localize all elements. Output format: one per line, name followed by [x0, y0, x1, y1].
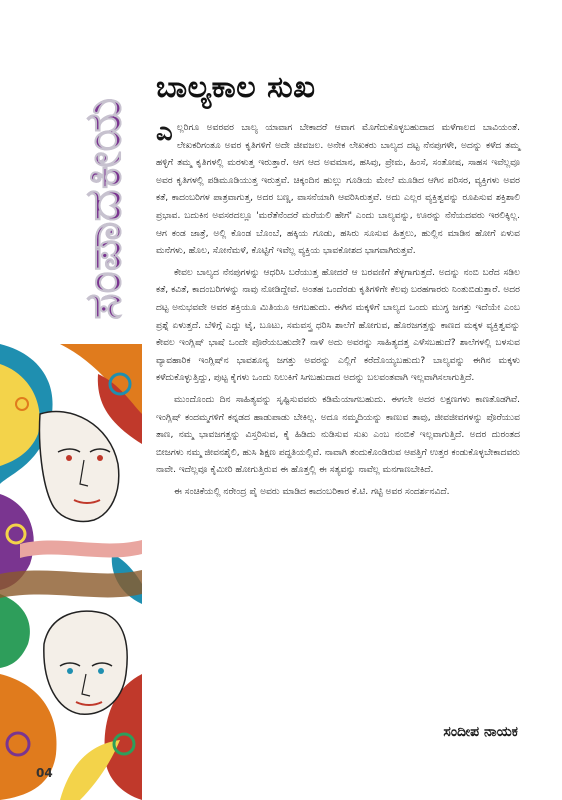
paragraph-1-text: ಲ್ಲರಿಗೂ ಅವರವರ ಬಾಲ್ಯ ಯಾವಾಗ ಬೇಕಾದರೆ ಆವಾಗ ಮೊಗೆದುಕೊಳ್ಳಬಹುದಾದ ಮಳೆಗಾಲದ ಬಾವಿಯಂತೆ. ಲೇಖಕರಿಗಂತೂ ಅವರ ಕೃತಿಗಳಿಗೆ ಅದೇ ಜೀವಜಲ. ಅನೇಕ ಲೇಖಕರು ಬಾಲ್ಯದ ದಟ್ಟ ನೆನಪುಗಳೇ, ಅದನ್ನು ಕಳೆದ ತಮ್ಮ ಹಳ್ಳಿಗೆ ತಮ್ಮ ಕೃತಿಗಳಲ್ಲಿ ಮರಳುತ್ತ ಇರುತ್ತಾರೆ. ಆಗ ಆದ ಅವಮಾನ, ಹಸಿವು, ಪ್ರೇಮ, ಹಿಂಸೆ, ಸಂತೋಷ, ಸಾಹಸ ಇವೆಲ್ಲವೂ ಅವರ ಕೃತಿಗಳಲ್ಲಿ ಪಡಿಮೂಡಿಯುತ್ತ ಇರುತ್ತವೆ. ಚಿಕ್ಕಂದಿನ ಹುಲ್ಲು ಗೂಡಿಯ ಮೇಲೆ ಮೂಡಿದ ಆಗಿನ ಪರಿಸರ, ವ್ಯಕ್ತಿಗಳು ಅವರ ಕತೆ, ಕಾದಂಬರಿಗಳ ಪಾತ್ರವಾಗುತ್ತ, ಅದರ ಬಣ್ಣ, ವಾಸನೆಯಾಗಿ ಆವರಿಸಿರುತ್ತವೆ. ಅದು ಎಲ್ಲರ ವ್ಯಕ್ತಿತ್ವವನ್ನು ರೂಪಿಸುವ ಶಕ್ತಿಶಾಲಿ ಪ್ರಭಾವ. ಬದುಕಿನ ಅವಸರದಲ್ಲೂ 'ಮರೆತೆನೆಂದರೆ ಮರೆಯಲಿ ಹೇಗೆ' ಎಂದು ಬಾಲ್ಯವನ್ನು, ಊರನ್ನು ನೆನೆಯದವರು ಇರಲಿಕ್ಕಿಲ್ಲ. ಆಗ ಕಂಡ ಜಾತ್ರೆ, ಅಲ್ಲಿ ಕೊಂಡ ಬೊಂಬೆ, ಹಕ್ಕಿಯ ಗೂಡು, ಹಸಿರು ಸೂಸುವ ಹಿತ್ತಲು, ಹುಲ್ಲಿನ ಮಾಡಿನ ಹೋಗೆ ಏಳುವ ಮನೆಗಳು, ಹೊಲ, ಸೋನೆಮಳೆ, ಕೊಟ್ಟಿಗೆ ಇವೆಲ್ಲ ವ್ಯಕ್ತಿಯ ಭಾವಕೋಶದ ಭಾಗವಾಗಿರುತ್ತವೆ.	[156, 123, 520, 257]
drop-cap: ಎ	[156, 117, 173, 147]
paragraph-3: ಮುಂದೊಂದು ದಿನ ಸಾಹಿತ್ಯವನ್ನು ಸೃಷ್ಟಿಸುವವರು ಕಡಿಮೆಯಾಗಬಹುದು. ಈಗಲೇ ಅದರ ಲಕ್ಷಣಗಳು ಕಾಣತೊಡಗಿವೆ. ಇಂಗ್ಲಿಷ್ ಕಂದಮ್ಮಗಳಿಗೆ ಕನ್ನಡದ ಹಾಡುಪಾಡು ಬೇಕಿಲ್ಲ. ಅದೂ ನಮ್ಮದಿಯನ್ನು ಕಾಣುವ ತಾವು, ಜೀವಜೀವಗಳನ್ನು ಪೊರೆಯುವ ತಾಣ, ನಮ್ಮ ಭಾವಜಗತ್ತನ್ನು ವಿಸ್ತರಿಸುವ, ಕೈ ಹಿಡಿದು ನುಡಿಸುವ ಸುಖ ಎಂಬ ನಂಬಿಕೆ ಇಲ್ಲವಾಗುತ್ತಿದೆ. ಅದರ ದುರಂತದ ಬೀಜಗಳು ನಮ್ಮ ಜೀವನಶೈಲಿ, ಹುಸಿ ಶಿಕ್ಷಣ ಪದ್ಧತಿಯಲ್ಲಿವೆ. ನಾವಾಗಿ ತಂದುಕೊಂಡಿರುವ ಆಪತ್ತಿಗೆ ಉತ್ತರ ಕಂಡುಕೊಳ್ಳಬೇಕಾದವರು ನಾವೇ. ಇದೆಲ್ಲವೂ ಕೈಮೀರಿ ಹೋಗುತ್ತಿರುವ ಈ ಹೊತ್ತಲ್ಲಿ ಈ ಸತ್ಯವನ್ನು ನಾವೆಲ್ಲ ಮನಗಾಣಬೇಕಿದೆ.	[156, 394, 520, 476]
page-number: 04	[36, 766, 53, 780]
masthead-title: ಸಂಪಾದಕೀಯ	[74, 97, 132, 320]
masthead	[70, 14, 134, 326]
article-title: ಬಾಲ್ಯಕಾಲ ಸುಖ	[156, 70, 316, 105]
author-byline: ಸಂದೀಪ ನಾಯಕ	[443, 724, 518, 740]
paragraph-2: ಕೇವಲ ಬಾಲ್ಯದ ನೆನಪುಗಳನ್ನು ಆಧರಿಸಿ ಬರೆಯುತ್ತ ಹೋದರೆ ಆ ಬರವಣಿಗೆ ತೆಳ್ಳಗಾಗುತ್ತದೆ. ಅದನ್ನು ನಂಬಿ ಬರೆದ ಸಡಿಲ ಕತೆ, ಕವಿತೆ, ಕಾದಂಬರಿಗಳನ್ನು ನಾವು ನೋಡಿದ್ದೇವೆ. ಅಂತಹ ಒಂದೆರಡು ಕೃತಿಗಳಿಗೇ ಕೆಲವು ಬರಹಗಾರರು ನಿಂತುಬಿಡುತ್ತಾರೆ. ಅದರ ದಟ್ಟ ಅನುಭವವೇ ಅವರ ಶಕ್ತಿಯೂ ಮಿತಿಯೂ ಆಗಬಹುದು. ಈಗಿನ ಮಕ್ಕಳಿಗೆ ಬಾಲ್ಯದ ಒಂದು ಮುಗ್ಧ ಜಗತ್ತು ಇದೆಯೇ ಎಂಬ ಪ್ರಶ್ನೆ ಏಳುತ್ತದೆ. ಬೆಳಿಗ್ಗೆ ಎದ್ದು ಟೈ, ಬೂಟು, ಸಮವಸ್ತ್ರ ಧರಿಸಿ ಶಾಲೆಗೆ ಹೋಗುವ, ಹೊರಜಗತ್ತನ್ನು ಕಾಣದ ಮಕ್ಕಳ ವ್ಯಕ್ತಿತ್ವವನ್ನು ಕೇವಲ ಇಂಗ್ಲಿಷ್ ಭಾಷೆ ಒಂದೇ ಪೊರೆಯಬಹುದೇ? ನಾಳೆ ಅದು ಅವರನ್ನು ಸಾಹಿತ್ಯದತ್ತ ಎಳೆಸಬಹುದೆ? ಶಾಲೆಗಳಲ್ಲಿ ಬಳಸುವ ವ್ಯಾವಹಾರಿಕ ಇಂಗ್ಲಿಷ್‌ನ ಭಾವಶೂನ್ಯ ಜಗತ್ತು ಅವರನ್ನು ಎಲ್ಲಿಗೆ ಕರೆದೊಯ್ಯಬಹುದು? ಬಾಲ್ಯವನ್ನು ಈಗಿನ ಮಕ್ಕಳು ಕಳೆದುಕೊಳ್ಳುತ್ತಿದ್ದು, ಪುಟ್ಟ ಕೈಗಳು ಒಂದು ನಿಲುಕಿಗೆ ಸಿಗಬಹುದಾದ ಅದನ್ನು ಬಲವಂತವಾಗಿ ಇಲ್ಲವಾಗಿಸಲಾಗುತ್ತಿದೆ.	[156, 267, 520, 384]
face-illustration	[0, 344, 142, 800]
article-body	[156, 117, 520, 505]
paragraph-1	[156, 117, 520, 261]
paragraph-4: ಈ ಸಂಚಿಕೆಯಲ್ಲಿ ನರೇಂದ್ರ ಪೈ ಅವರು ಮಾಡಿದ ಕಾದಂಬರಿಕಾರ ಕೆ.ಟಿ. ಗಟ್ಟಿ ಅವರ ಸಂದರ್ಶನವಿದೆ.	[174, 486, 450, 497]
